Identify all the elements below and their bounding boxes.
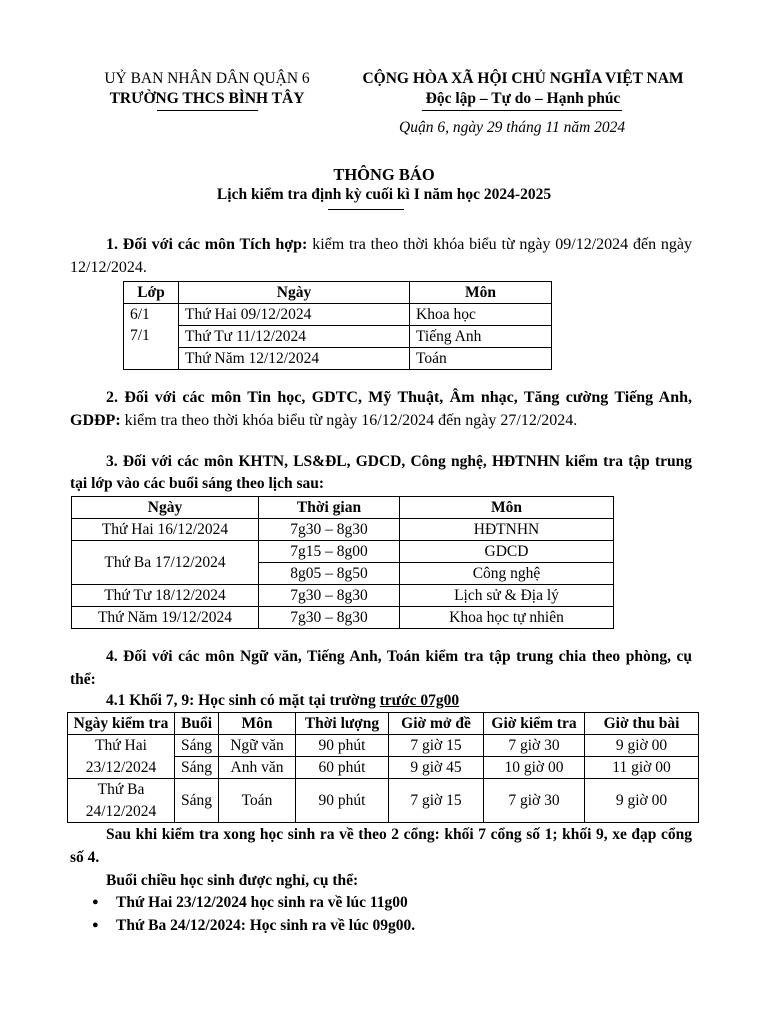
section-4-paragraph: 4. Đối với các môn Ngữ văn, Tiếng Anh, Toán kiểm tra tập trung chia theo phòng, cụ thể:	[70, 648, 692, 688]
open-time-cell: 7 giờ 15	[389, 735, 484, 757]
date-cell: Thứ Hai 09/12/2024	[179, 304, 410, 326]
motto-underline	[422, 110, 622, 111]
list-item: ● Thứ Hai 23/12/2024 học sinh ra về lúc 11g00	[90, 891, 690, 914]
class-item: 6/1	[130, 306, 150, 323]
country-name: CỘNG HÒA XÃ HỘI CHỦ NGHĨA VIỆT NAM	[362, 70, 684, 87]
day-cell: Thứ Năm 19/12/2024	[72, 607, 259, 629]
collect-time-cell: 9 giờ 00	[585, 779, 699, 823]
section-2-paragraph	[70, 387, 692, 432]
issuer-underline	[157, 110, 258, 111]
open-time-cell: 7 giờ 15	[389, 779, 484, 823]
subject-cell: Toán	[219, 779, 296, 823]
col-header-start-time: Giờ kiểm tra	[484, 713, 585, 735]
col-header-subject: Môn	[400, 497, 614, 519]
subject-cell: Công nghệ	[400, 563, 614, 585]
col-header-session: Buổi	[175, 713, 219, 735]
subject-cell: Khoa học tự nhiên	[400, 607, 614, 629]
time-cell: 8g05 – 8g50	[259, 563, 400, 585]
exam-date-cell	[68, 735, 175, 779]
section-1-paragraph	[70, 234, 692, 279]
after-exam-note: Sau khi kiểm tra xong học sinh ra về theo 2 cổng: khối 7 cổng số 1; khối 9, xe đạp cổng số 4.	[70, 826, 692, 866]
integrated-subjects-table	[123, 281, 552, 370]
session-cell: Sáng	[175, 735, 219, 757]
exam-day-date: 24/12/2024	[85, 802, 157, 820]
notice-subtitle: Lịch kiểm tra định kỳ cuối kì I năm học 2024-2025	[216, 186, 552, 203]
time-cell: 7g30 – 8g30	[259, 519, 400, 541]
time-cell: 7g30 – 8g30	[259, 585, 400, 607]
section-2-text: kiểm tra theo thời khóa biểu từ ngày 16/12/2024 đến ngày 27/12/2024.	[124, 411, 578, 429]
session-cell: Sáng	[175, 779, 219, 823]
col-header-class: Lớp	[124, 282, 179, 304]
duration-cell: 90 phút	[296, 735, 389, 757]
national-motto-block	[338, 69, 708, 109]
time-cell: 7g30 – 8g30	[259, 607, 400, 629]
session-cell: Sáng	[175, 757, 219, 779]
table-row	[72, 607, 614, 629]
motto: Độc lập – Tự do – Hạnh phúc	[425, 90, 621, 107]
table-header-row	[68, 713, 699, 735]
col-header-collect-time: Giờ thu bài	[585, 713, 699, 735]
col-header-date: Ngày	[179, 282, 410, 304]
day-cell: Thứ Tư 18/12/2024	[72, 585, 259, 607]
section-4-1-heading	[106, 690, 459, 712]
table-header-row	[124, 282, 552, 304]
table-row	[68, 735, 699, 757]
section-1-text: kiểm tra theo thời khóa biểu từ ngày 09/12/2024 đến ngày 12/12/2024.	[70, 236, 692, 276]
document-date: Quận 6, ngày 29 tháng 11 năm 2024	[399, 119, 626, 136]
start-time-cell: 10 giờ 00	[484, 757, 585, 779]
col-header-open-time: Giờ mở đề	[389, 713, 484, 735]
table-row	[72, 519, 614, 541]
table-row	[72, 585, 614, 607]
subject-cell: Ngữ văn	[219, 735, 296, 757]
duration-cell: 60 phút	[296, 757, 389, 779]
exam-day-name: Thứ Ba	[97, 781, 145, 798]
title-underline	[328, 209, 404, 210]
exam-date-cell	[68, 779, 175, 823]
subject-cell: HĐTNHN	[400, 519, 614, 541]
day-cell: Thứ Hai 16/12/2024	[72, 519, 259, 541]
issuer-school: TRƯỜNG THCS BÌNH TÂY	[109, 90, 305, 107]
exam-room-table	[67, 712, 699, 823]
exam-day-name: Thứ Hai	[95, 737, 147, 754]
start-time-cell: 7 giờ 30	[484, 735, 585, 757]
open-time-cell: 9 giờ 45	[389, 757, 484, 779]
afternoon-note: Buổi chiều học sinh được nghỉ, cụ thể:	[106, 872, 359, 889]
subject-cell: GDCD	[400, 541, 614, 563]
issuer-block	[72, 69, 342, 109]
table-row	[124, 304, 552, 326]
class-item: 7/1	[130, 327, 150, 344]
start-time-cell: 7 giờ 30	[484, 779, 585, 823]
collect-time-cell: 11 giờ 00	[585, 757, 699, 779]
col-header-time: Thời gian	[259, 497, 400, 519]
class-list-cell	[124, 304, 179, 370]
issuer-authority: UỶ BAN NHÂN DÂN QUẬN 6	[104, 70, 310, 87]
table-header-row	[72, 497, 614, 519]
subject-cell: Lịch sử & Địa lý	[400, 585, 614, 607]
subject-cell: Khoa học	[410, 304, 552, 326]
col-header-subject: Môn	[219, 713, 296, 735]
concentrated-exam-table	[71, 496, 614, 629]
exam-day-date: 23/12/2024	[85, 758, 157, 776]
subject-cell: Anh văn	[219, 757, 296, 779]
col-header-exam-date: Ngày kiểm tra	[68, 713, 175, 735]
arrival-time: trước 07g00	[379, 692, 460, 709]
date-cell: Thứ Năm 12/12/2024	[179, 348, 410, 370]
notice-title: THÔNG BÁO	[333, 165, 435, 184]
time-cell: 7g15 – 8g00	[259, 541, 400, 563]
duration-cell: 90 phút	[296, 779, 389, 823]
col-header-subject: Môn	[410, 282, 552, 304]
section-4-1-label: 4.1 Khối 7, 9: Học sinh có mặt tại trường	[106, 692, 376, 709]
section-3-paragraph: 3. Đối với các môn KHTN, LS&ĐL, GDCD, Công nghệ, HĐTNHN kiểm tra tập trung tại lớp vào các buổi sáng theo lịch sau:	[70, 453, 692, 492]
subject-cell: Toán	[410, 348, 552, 370]
table-row	[68, 779, 699, 823]
list-item: ● Thứ Ba 24/12/2024: Học sinh ra về lúc 09g00.	[90, 914, 690, 937]
dismissal-list	[90, 891, 690, 937]
subject-cell: Tiếng Anh	[410, 326, 552, 348]
col-header-duration: Thời lượng	[296, 713, 389, 735]
table-row	[72, 541, 614, 563]
table-row	[124, 326, 552, 348]
table-row	[124, 348, 552, 370]
section-2-label: 2. Đối với các môn Tin học, GDTC, Mỹ Thuật, Âm nhạc, Tăng cường Tiếng Anh, GDĐP:	[70, 389, 692, 429]
section-1-label: 1. Đối với các môn Tích hợp:	[106, 236, 308, 253]
col-header-day: Ngày	[72, 497, 259, 519]
collect-time-cell: 9 giờ 00	[585, 735, 699, 757]
day-cell: Thứ Ba 17/12/2024	[72, 541, 259, 585]
date-cell: Thứ Tư 11/12/2024	[179, 326, 410, 348]
